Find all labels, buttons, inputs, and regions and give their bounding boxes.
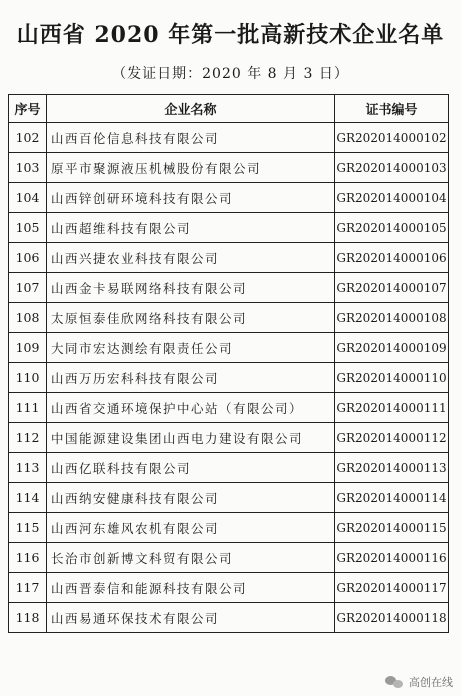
row-number: 102 (9, 123, 47, 153)
certificate-number: GR202014000113 (335, 453, 449, 483)
table-header-row (9, 95, 449, 123)
company-name: 山西金卡易联网络科技有限公司 (47, 273, 335, 303)
company-name: 原平市聚源液压机械股份有限公司 (47, 153, 335, 183)
certificate-number: GR202014000111 (335, 393, 449, 423)
certificate-number: GR202014000110 (335, 363, 449, 393)
company-name: 山西省交通环境保护中心站（有限公司） (47, 393, 335, 423)
row-number: 111 (9, 393, 47, 423)
company-table (8, 94, 449, 633)
company-name: 山西万历宏科科技有限公司 (47, 363, 335, 393)
company-name: 山西亿联科技有限公司 (47, 453, 335, 483)
document-title: 山西省 2020 年第一批高新技术企业名单 (16, 22, 445, 48)
wechat-icon (385, 675, 405, 689)
row-number: 118 (9, 603, 47, 633)
certificate-number: GR202014000105 (335, 213, 449, 243)
company-name: 山西兴捷农业科技有限公司 (47, 243, 335, 273)
table-row (9, 123, 449, 153)
table-row (9, 573, 449, 603)
table-row (9, 243, 449, 273)
table-row (9, 303, 449, 333)
certificate-number: GR202014000102 (335, 123, 449, 153)
row-number: 103 (9, 153, 47, 183)
certificate-number: GR202014000112 (335, 423, 449, 453)
table-row (9, 483, 449, 513)
table-row (9, 423, 449, 453)
company-name: 大同市宏达测绘有限责任公司 (47, 333, 335, 363)
header-number: 序号 (9, 95, 47, 123)
row-number: 107 (9, 273, 47, 303)
table-row (9, 363, 449, 393)
row-number: 114 (9, 483, 47, 513)
document-subtitle: （发证日期：2020 年 8 月 3 日） (112, 66, 349, 82)
company-name: 山西锌创研环境科技有限公司 (47, 183, 335, 213)
certificate-number: GR202014000106 (335, 243, 449, 273)
company-name: 长治市创新博文科贸有限公司 (47, 543, 335, 573)
table-row (9, 213, 449, 243)
row-number: 115 (9, 513, 47, 543)
certificate-number: GR202014000108 (335, 303, 449, 333)
table-row (9, 183, 449, 213)
company-name: 山西纳安健康科技有限公司 (47, 483, 335, 513)
row-number: 106 (9, 243, 47, 273)
company-name: 山西河东雄风农机有限公司 (47, 513, 335, 543)
company-name: 太原恒泰佳欣网络科技有限公司 (47, 303, 335, 333)
certificate-number: GR202014000114 (335, 483, 449, 513)
row-number: 109 (9, 333, 47, 363)
certificate-number: GR202014000115 (335, 513, 449, 543)
table-row (9, 273, 449, 303)
row-number: 110 (9, 363, 47, 393)
company-name: 山西晋泰信和能源科技有限公司 (47, 573, 335, 603)
row-number: 108 (9, 303, 47, 333)
company-name: 山西百伦信息科技有限公司 (47, 123, 335, 153)
table-row (9, 603, 449, 633)
certificate-number: GR202014000117 (335, 573, 449, 603)
company-name: 中国能源建设集团山西电力建设有限公司 (47, 423, 335, 453)
table-row (9, 513, 449, 543)
certificate-number: GR202014000116 (335, 543, 449, 573)
watermark (385, 674, 453, 690)
certificate-number: GR202014000109 (335, 333, 449, 363)
watermark-text: 高创在线 (409, 676, 453, 689)
certificate-number: GR202014000103 (335, 153, 449, 183)
row-number: 105 (9, 213, 47, 243)
row-number: 104 (9, 183, 47, 213)
certificate-number: GR202014000118 (335, 603, 449, 633)
company-name: 山西易通环保技术有限公司 (47, 603, 335, 633)
certificate-number: GR202014000104 (335, 183, 449, 213)
table-row (9, 543, 449, 573)
header-certificate-number: 证书编号 (335, 95, 449, 123)
certificate-number: GR202014000107 (335, 273, 449, 303)
row-number: 116 (9, 543, 47, 573)
company-name: 山西超维科技有限公司 (47, 213, 335, 243)
row-number: 113 (9, 453, 47, 483)
header-company-name: 企业名称 (47, 95, 335, 123)
table-row (9, 453, 449, 483)
table-row (9, 153, 449, 183)
table-row (9, 333, 449, 363)
row-number: 112 (9, 423, 47, 453)
row-number: 117 (9, 573, 47, 603)
table-row (9, 393, 449, 423)
